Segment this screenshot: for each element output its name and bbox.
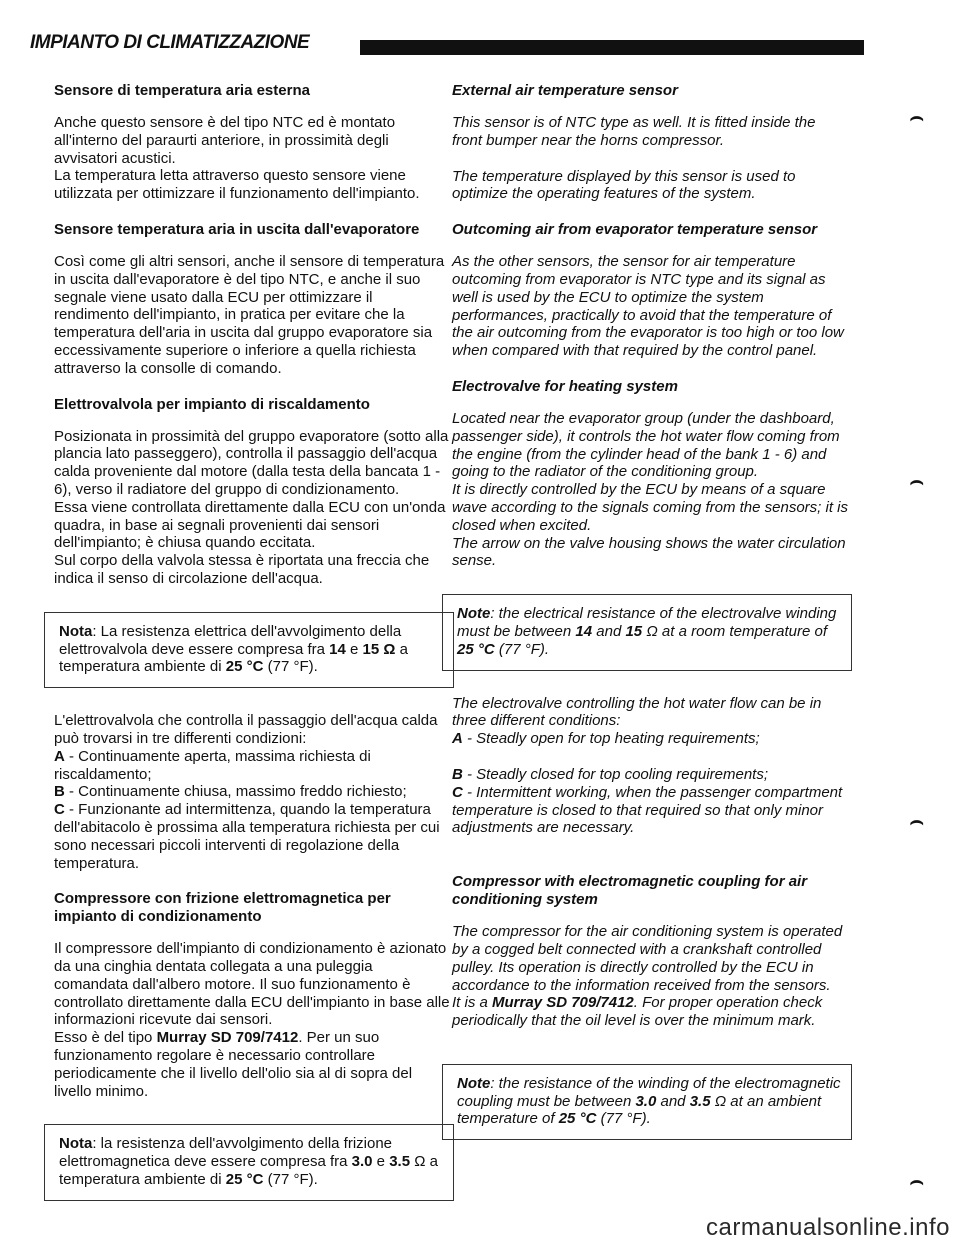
condition-key: B xyxy=(54,783,65,801)
note-text: (77 °F). xyxy=(263,658,318,676)
section-compressor xyxy=(452,873,848,1030)
note-value: 15 xyxy=(625,622,643,640)
section-title: External air temperature sensor xyxy=(452,82,678,99)
paragraph: Posizionata in prossimità del gruppo evaporatore (sotto alla plancia lato passeggero), controlla il passaggio dell'acqua calda proveniente dal motore (dalla testa della bancata 1 - 6), verso il radiatore del gruppo di condizionamento. xyxy=(54,427,449,498)
note-value: 14 xyxy=(575,622,593,640)
margin-mark: ⌢ xyxy=(909,104,924,129)
note-text: Ω a temperatura ambiente di xyxy=(59,1153,438,1189)
note-text: : la resistenza dell'avvolgimento della frizione elettromagnetica deve essere compresa fra xyxy=(59,1135,393,1171)
condition-b xyxy=(54,783,450,801)
note-value: 25 °C xyxy=(457,640,495,658)
header-rule xyxy=(360,40,864,55)
section-external-sensor xyxy=(452,82,848,203)
note-box-compressor xyxy=(442,1064,852,1140)
note-value: 3.5 xyxy=(389,1153,411,1171)
note-value: 3.5 xyxy=(689,1092,711,1110)
note-text: Ω at an ambient temperature of xyxy=(457,1092,822,1128)
condition-text: - Continuamente aperta, massima richiesta di riscaldamento; xyxy=(54,747,371,783)
condition-text: - Continuamente chiusa, massimo freddo richiesto; xyxy=(64,783,407,801)
condition-key: C xyxy=(452,783,463,801)
paragraph xyxy=(54,1029,450,1100)
note-box-compressor xyxy=(44,1124,454,1200)
note-text: (77 °F). xyxy=(596,1110,651,1128)
note-text: and xyxy=(592,622,626,640)
note-value: 25 °C xyxy=(558,1110,597,1128)
compressor-model: Murray SD 709/7412 xyxy=(492,994,634,1012)
paragraph: As the other sensors, the sensor for air temperature outcoming from evaporator is NTC type and its signal as well is used by the ECU to optimize the system performances, practically to avoid that the temperature of the air outcoming from the evaporator is too high or too low when compared with that required by the control panel. xyxy=(452,253,844,360)
paragraph xyxy=(452,994,848,1030)
italian-column xyxy=(54,82,450,1225)
section-title: Sensore di temperatura aria esterna xyxy=(54,82,310,99)
section-external-sensor xyxy=(54,82,450,203)
note-text: : the resistance of the winding of the electromagnetic coupling must be between xyxy=(457,1074,841,1110)
note-label: Nota xyxy=(59,622,93,640)
condition-text: - Intermittent working, when the passenger compartment temperature is closed to that required so that only minor adjustments are necessary. xyxy=(452,783,843,837)
condition-key: B xyxy=(452,765,463,783)
section-evaporator-sensor xyxy=(54,221,450,378)
margin-mark: ⌢ xyxy=(909,1168,924,1193)
note-text: : the electrical resistance of the electrovalve winding must be between xyxy=(457,605,837,640)
condition-key: A xyxy=(452,730,463,748)
paragraph: The compressor for the air conditioning system is operated by a cogged belt connected with a crankshaft controlled pulley. Its operation is directly controlled by the ECU in accordance to the information received from the sensors. xyxy=(452,923,843,994)
paragraph: The arrow on the valve housing shows the water circulation sense. xyxy=(452,534,846,570)
watermark: carmanualsonline.info xyxy=(706,1214,950,1241)
note-value: 14 xyxy=(329,640,346,658)
paragraph-text: . Per un suo funzionamento regolare è necessario controllare periodicamente che il livello dell'olio sia al di sopra del livello minimo. xyxy=(54,1029,413,1100)
paragraph-text: Esso è del tipo xyxy=(54,1029,157,1047)
note-value: 3.0 xyxy=(635,1092,657,1110)
note-text: (77 °F). xyxy=(494,640,550,658)
paragraph: This sensor is of NTC type as well. It is fitted inside the front bumper near the horns compressor. xyxy=(452,114,816,149)
paragraph-text: . For proper operation check periodically that the oil level is over the minimum mark. xyxy=(452,994,823,1030)
note-label: Nota xyxy=(59,1135,93,1153)
paragraph: The electrovalve controlling the hot water flow can be in three different conditions: xyxy=(452,694,822,730)
condition-b xyxy=(452,766,848,784)
paragraph: The temperature displayed by this sensor is used to optimize the operating features of the system. xyxy=(452,167,796,203)
paragraph: Così come gli altri sensori, anche il sensore di temperatura in uscita dall'evaporatore è del tipo NTC, e anche il suo segnale viene usato dalla ECU per ottimizzare il rendimento dell'impianto, in pratica per evitare che la temperatura dell'aria in uscita dal gruppo evaporatore sia eccessivamente superiore o inferiore a quella richiesta attraverso la consolle di comando. xyxy=(54,252,445,377)
paragraph: Anche questo sensore è del tipo NTC ed è montato all'interno del paraurti anteriore, in prossimità degli avvisatori acustici. xyxy=(54,114,396,167)
note-label: Note xyxy=(457,605,491,623)
note-text: : La resistenza elettrica dell'avvolgimento della elettrovalvola deve essere compresa fra xyxy=(59,622,402,658)
section-electrovalve xyxy=(54,396,450,588)
paragraph: Located near the evaporator group (under the dashboard, passenger side), it controls the hot water flow coming from the engine (from the cylinder head of the bank 1 - 6) and going to the radiator of the conditioning group. xyxy=(452,409,840,481)
margin-mark: ⌢ xyxy=(909,808,924,833)
section-evaporator-sensor xyxy=(452,221,848,360)
note-value: 15 Ω xyxy=(362,640,396,658)
condition-a xyxy=(54,748,450,784)
section-title: Electrovalve for heating system xyxy=(452,377,678,395)
condition-key: A xyxy=(54,747,65,765)
note-box-electrovalve xyxy=(44,612,454,688)
note-value: 25 °C xyxy=(225,658,264,676)
section-conditions xyxy=(54,712,450,872)
condition-text: - Funzionante ad intermittenza, quando la temperatura dell'abitacolo è prossima alla temperatura richiesta per cui sono necessari piccoli interventi di regolazione della temperatura. xyxy=(54,801,440,872)
note-text: e xyxy=(345,640,363,658)
note-text: (77 °F). xyxy=(263,1171,318,1189)
paragraph: L'elettrovalvola che controlla il passaggio dell'acqua calda può trovarsi in tre differenti condizioni: xyxy=(54,712,438,747)
condition-text: - Steadly open for top heating requirements; xyxy=(462,730,760,748)
note-value: 3.0 xyxy=(351,1153,373,1171)
paragraph: La temperatura letta attraverso questo sensore viene utilizzata per ottimizzare il funzionamento dell'impianto. xyxy=(54,167,420,203)
margin-mark: ⌢ xyxy=(909,468,924,493)
paragraph-text: It is a xyxy=(452,994,493,1012)
condition-a xyxy=(452,730,848,748)
section-title: Elettrovalvola per impianto di riscaldamento xyxy=(54,395,370,413)
section-title: Outcoming air from evaporator temperature sensor xyxy=(452,221,818,239)
note-text: and xyxy=(656,1092,690,1110)
paragraph: Sul corpo della valvola stessa è riportata una freccia che indica il senso di circolazione dell'acqua. xyxy=(54,552,430,587)
note-box-electrovalve xyxy=(442,594,852,670)
note-text: Ω at a room temperature of xyxy=(642,622,827,640)
compressor-model: Murray SD 709/7412 xyxy=(156,1029,299,1047)
condition-key: C xyxy=(54,801,65,819)
note-text: a temperatura ambiente di xyxy=(59,640,408,676)
section-title: Sensore temperatura aria in uscita dall'evaporatore xyxy=(54,220,420,238)
section-conditions xyxy=(452,695,848,838)
condition-text: - Steadly closed for top cooling requirements; xyxy=(462,765,768,783)
paragraph: Il compressore dell'impianto di condizionamento è azionato da una cinghia dentata collegata a una puleggia comandata dall'albero motore. Il suo funzionamento è controllato direttamente dalla ECU dell'impianto in base alle informazioni ricevute dai sensori. xyxy=(54,940,450,1029)
paragraph: It is directly controlled by the ECU by means of a square wave according to the signals coming from the sensors; it is closed when excited. xyxy=(452,481,849,534)
condition-c xyxy=(54,801,450,872)
note-label: Note xyxy=(457,1074,491,1092)
section-title: Compressor with electromagnetic coupling for air conditioning system xyxy=(452,873,808,909)
note-text: e xyxy=(372,1153,390,1171)
condition-c xyxy=(452,784,848,837)
section-title: Compressore con frizione elettromagnetica per impianto di condizionamento xyxy=(54,890,391,926)
note-value: 25 °C xyxy=(225,1171,264,1189)
section-electrovalve xyxy=(452,378,848,570)
page-header xyxy=(30,28,864,66)
paragraph: Essa viene controllata direttamente dalla ECU con un'onda quadra, in base ai segnali provenienti dai sensori dell'impianto; è chiusa quando eccitata. xyxy=(54,498,446,552)
section-compressor xyxy=(54,890,450,1100)
english-column xyxy=(452,82,848,1164)
page-title: IMPIANTO DI CLIMATIZZAZIONE xyxy=(30,32,310,53)
